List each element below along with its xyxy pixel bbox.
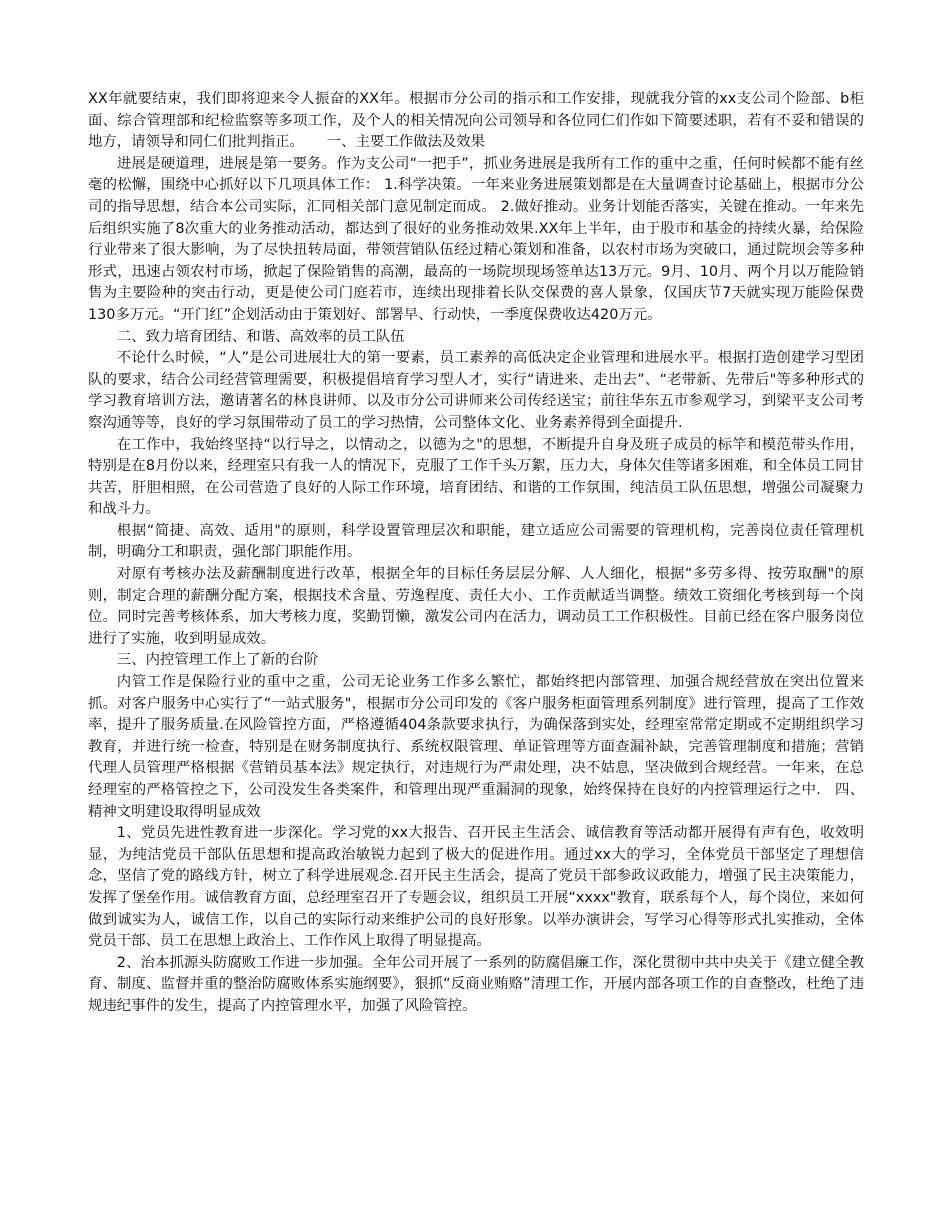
paragraph-salary-reform: 对原有考核办法及薪酬制度进行改革，根据全年的目标任务层层分解、人人细化，根据“多劳多得、按劳取酬"的原则，制定合理的薪酬分配方案，根据技术含量、劳逸程度、责任大小、工作贡献适当调整。绩效工资细化考核到每一个岗位。同时完善考核体系，加大考核力度，奖勤罚懒，激发公司内在活力，调动员工工作积极性。目前已经在客户服务岗位进行了实施，收到明显成效。	[88, 566, 864, 647]
section-heading-3: 三、内控管理工作上了新的台阶	[116, 652, 319, 669]
paragraph-text: 内管工作是保险行业的重中之重，公司无论业务工作多么繁忙，都始终把内部管理、加强合规经营放在突出位置来抓。对客户服务中心实行了“一站式服务"，根据市分公司印发的《客户服务柜面管理系列制度》进行管理，提高了工作效率，提升了服务质量.在风险管控方面，严格遵循404条款要求执行，为确保落到实处，经理室常常定期或不定期组织学习教育，并进行统一检查，特别是在财务制度执行、系统权限管理、单证管理等方面查漏补缺，完善管理制度和措施；营销代理人员管理严格根据《营销员基本法》规定执行，对违规行为严肃处理，决不姑息，坚决做到合规经营。一年来，在总经理室的严格管控之下，公司没发生各类案件，和管理出现严重漏洞的现象，始终保持在良好的内控管理运行之中.	[88, 674, 864, 798]
paragraph-team-learning: 不论什么时候，“人”是公司进展壮大的第一要素，员工素养的高低决定企业管理和进展水平。根据打造创建学习型团队的要求，结合公司经营管理需要，积极提倡培育学习型人才，实行“请进来、走出去”、“老带新、先带后"等多种形式的学习教育培训方法，邀请著名的林良讲师、以及市分公司讲师来公司传经送宝；前往华东五市参观学习，到梁平支公司考察沟通等等，良好的学习氛围带动了员工的学习热情，公司整体文化、业务素养得到全面提升.	[88, 350, 864, 431]
paragraph-party-education: 1、党员先进性教育进一步深化。学习党的xx大报告、召开民主生活会、诚信教育等活动都开展得有声有色，收效明显，为纯洁党员干部队伍思想和提高政治敏锐力起到了极大的促进作用。通过xx大的学习，全体党员干部坚定了理想信念，坚信了党的路线方针，树立了科学进展观念.召开民主生活会，提高了党员干部参政议政能力，增强了民主决策能力，发挥了堡垒作用。诚信教育方面，总经理室召开了专题会议，组织员工开展“xxxx"教育，联系每个人，每个岗位，来如何做到诚实为人，诚信工作，以自己的实际行动来维护公司的良好形象。以举办演讲会，写学习心得等形式扎实推动，全体党员干部、员工在思想上政治上、工作作风上取得了明显提高。	[88, 825, 864, 950]
paragraph-management-structure: 根据“简捷、高效、适用"的原则，科学设置管理层次和职能，建立适应公司需要的管理机构，完善岗位责任管理机制，明确分工和职责，强化部门职能作用。	[88, 522, 864, 561]
paragraph-team-leadership: 在工作中，我始终坚持“以行导之，以情动之，以德为之"的思想，不断提升自身及班子成员的标竿和模范带头作用，特别是在8月份以来，经理室只有我一人的情况下，克服了工作千头万絮，压力大，身体欠佳等诸多困难，和全体员工同甘共苦，肝胆相照，在公司营造了良好的人际工作环境，培育团结、和谐的工作氛围，纯洁员工队伍思想，增强公司凝聚力和战斗力。	[88, 436, 864, 518]
document-body	[88, 89, 864, 1018]
section-heading-2: 二、致力培育团结、和谐、高效率的员工队伍	[116, 328, 405, 345]
section-heading-1: 一、主要工作做法及效果	[326, 134, 486, 151]
section-heading-4: 四、精神文明建设取得明显成效	[88, 782, 864, 820]
paragraph-intro	[88, 89, 864, 154]
paragraph-text: XX年就要结束，我们即将迎来令人振奋的XX年。根据市分公司的指示和工作安排，现就我分管的xx支公司个险部、b柜面、综合管理部和纪检监察等多项工作，及个人的相关情况向公司领导和各位同仁们作如下简要述职，若有不妥和错误的地方，请领导和同仁们批判指正。	[88, 91, 864, 151]
paragraph-business: 进展是硬道理，进展是第一要务。作为支公司“一把手”，抓业务进展是我所有工作的重中之重，任何时候都不能有丝毫的松懈，围绕中心抓好以下几项具体工作： 1.科学决策。一年来业务进展策划都是在大量调查讨论基础上，根据市分公司的指导思想，结合本公司实际，汇同相关部门意见制定而成。 2.做好推动。业务计划能否落实，关键在推动。一年来先后组织实施了8次重大的业务推动活动，都达到了很好的业务推动效果.XX年上半年，由于股市和基金的持续火暴，给保险行业带来了很大影响，为了尽快扭转局面，带领营销队伍经过精心策划和准备，以农村市场为突破口，通过院坝会等多种形式，迅速占领农村市场，掀起了保险销售的高潮，最高的一场院坝现场签单达13万元。9月、10月、两个月以万能险销售为主要险种的突击行动，更是使公司门庭若市，连续出现排着长队交保费的喜人景象，仅国庆节7天就实现万能险保费130多万元。“开门红”企划活动由于策划好、部署早、行动快，一季度保费收达420万元。	[88, 155, 864, 323]
paragraph-internal-control	[88, 672, 864, 823]
paragraph-anti-corruption: 2、治本抓源头防腐败工作进一步加强。全年公司开展了一系列的防腐倡廉工作，深化贯彻中共中央关于《建立健全教育、制度、监督并重的整治防腐败体系实施纲要》，狠抓“反商业贿赂”清理工作，开展内部各项工作的自查整改，杜绝了违规违纪事件的发生，提高了内控管理水平，加强了风险管控。	[88, 954, 864, 1014]
